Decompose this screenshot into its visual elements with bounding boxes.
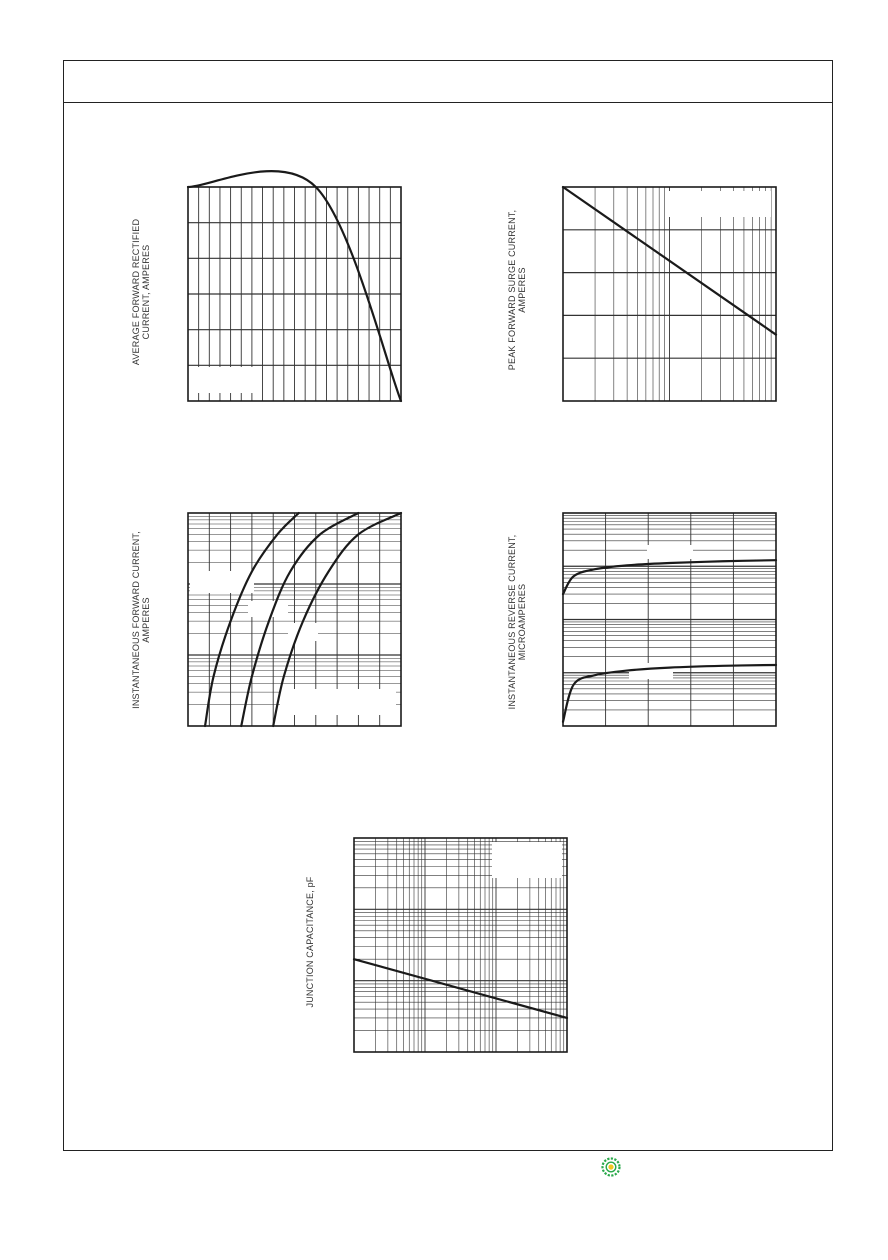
chart-reverse-ylabel	[507, 535, 527, 710]
chart-capacitance	[354, 838, 567, 1052]
chart-forward-ylabel	[131, 531, 151, 709]
ylabel-line-1: JUNCTION CAPACITANCE, pF	[305, 876, 315, 1008]
ylabel-line-2: AMPERES	[517, 267, 527, 313]
chart-derating	[188, 187, 401, 401]
chart-capacitance-ylabel	[305, 877, 315, 1008]
chart-derating-ylabel	[131, 219, 151, 365]
grid-lines	[563, 187, 776, 401]
annotation-box	[190, 571, 254, 593]
ylabel-line-1: AVERAGE FORWARD RECTIFIED	[131, 218, 141, 366]
ylabel-line-2: MICROAMPERES	[517, 583, 527, 661]
annotation-box	[492, 842, 562, 878]
header-rule	[63, 102, 833, 103]
chart-surge-ylabel	[507, 210, 527, 370]
company-logo-icon	[601, 1157, 621, 1177]
chart-surge	[563, 187, 776, 401]
ylabel-line-1: INSTANTANEOUS FORWARD CURRENT,	[131, 531, 141, 709]
annotation-box	[647, 545, 693, 559]
annotation-box	[665, 191, 771, 217]
grid-lines	[563, 513, 776, 726]
annotation-box	[629, 663, 673, 679]
annotation-box	[288, 623, 318, 641]
ylabel-line-2: AMPERES	[141, 597, 151, 643]
annotation-box	[248, 601, 288, 617]
ylabel-line-1: INSTANTANEOUS REVERSE CURRENT,	[507, 534, 517, 710]
ylabel-line-1: PEAK FORWARD SURGE CURRENT,	[507, 209, 517, 371]
annotation-box	[280, 689, 396, 715]
chart-reverse	[563, 513, 776, 726]
ylabel-line-2: CURRENT, AMPERES	[141, 244, 151, 340]
series-line-1	[563, 560, 776, 594]
annotation-box	[192, 367, 262, 393]
chart-forward	[188, 513, 401, 726]
